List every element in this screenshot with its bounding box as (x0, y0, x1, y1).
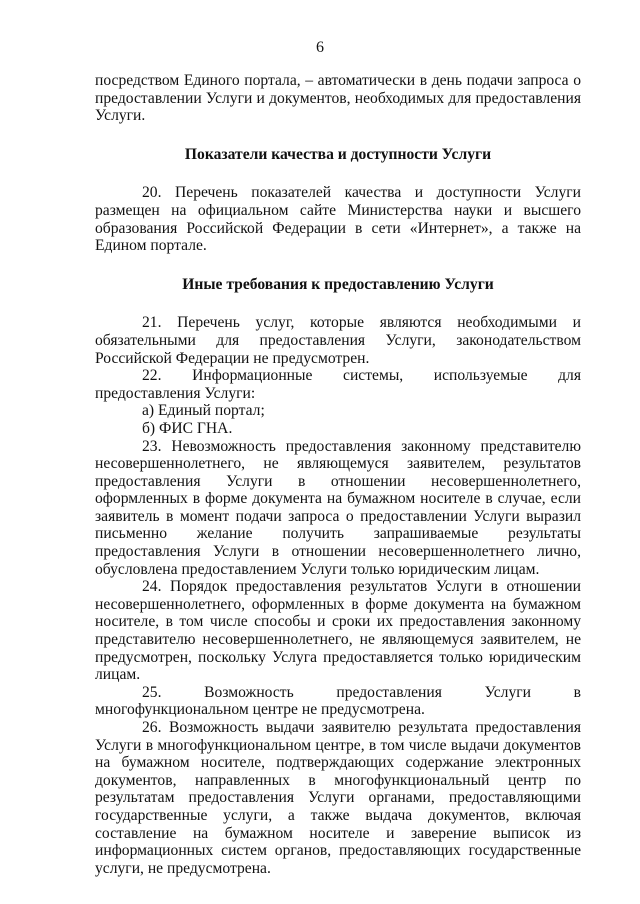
document-body (95, 72, 581, 877)
paragraph-22-a: а) Единый портал; (142, 402, 265, 420)
paragraph-26: 26. Возможность выдачи заявителю результата предоставления Услуги в многофункциональном центре, в том числе выдачи документов на бумажном носителе, подтверждающих содержание электронных документов, направленных в многофункциональный центр по результатам предоставления Услуги органами, предоставляющими государственные услуги, а также выдача документов, включая составление на бумажном носителе и заверение выписок из информационных систем органов, предоставляющих государственные услуги, не предусмотрена. (95, 719, 581, 877)
page-number: 6 (316, 39, 324, 56)
section-heading-quality: Показатели качества и доступности Услуги (184, 145, 492, 163)
section-heading-other-requirements: Иные требования к предоставлению Услуги (182, 275, 494, 293)
paragraph-20: 20. Перечень показателей качества и доступности Услуги размещен на официальном сайте Министерства науки и высшего образования Российской Федерации в сети «Интернет», а также на Едином портале. (95, 184, 581, 255)
paragraph-22-b: б) ФИС ГНА. (142, 419, 233, 437)
paragraph-23: 23. Невозможность предоставления законному представителю несовершеннолетнего, не являющемуся заявителем, результатов предоставления Услуги в отношении несовершеннолетнего, оформленных в форме документа на бумажном носителе в случае, если заявитель в момент подачи запроса о предоставлении Услуги выразил письменно желание получить запрашиваемые результаты предоставления Услуги в отношении несовершеннолетнего лично, обусловлена предоставлением Услуги только юридическим лицам. (95, 437, 581, 578)
paragraph-25: 25. Возможность предоставления Услуги в многофункциональном центре не предусмотрена. (95, 683, 581, 719)
paragraph-intro: посредством Единого портала, – автоматически в день подачи запроса о предоставлении Услуги и документов, необходимых для предоставления Услуги. (95, 72, 581, 125)
paragraph-21: 21. Перечень услуг, которые являются необходимыми и обязательными для предоставления Услуги, законодательством Российской Федерации не предусмотрен. (95, 314, 581, 367)
paragraph-22: 22. Информационные системы, используемые для предоставления Услуги: (95, 367, 581, 402)
paragraph-24: 24. Порядок предоставления результатов Услуги в отношении несовершеннолетнего, оформленных в форме документа на бумажном носителе, в том числе способы и сроки их предоставления законному представителю несовершеннолетнего, не являющемуся заявителем, не предусмотрен, поскольку Услуга предоставляется только юридическим лицам. (95, 578, 581, 684)
